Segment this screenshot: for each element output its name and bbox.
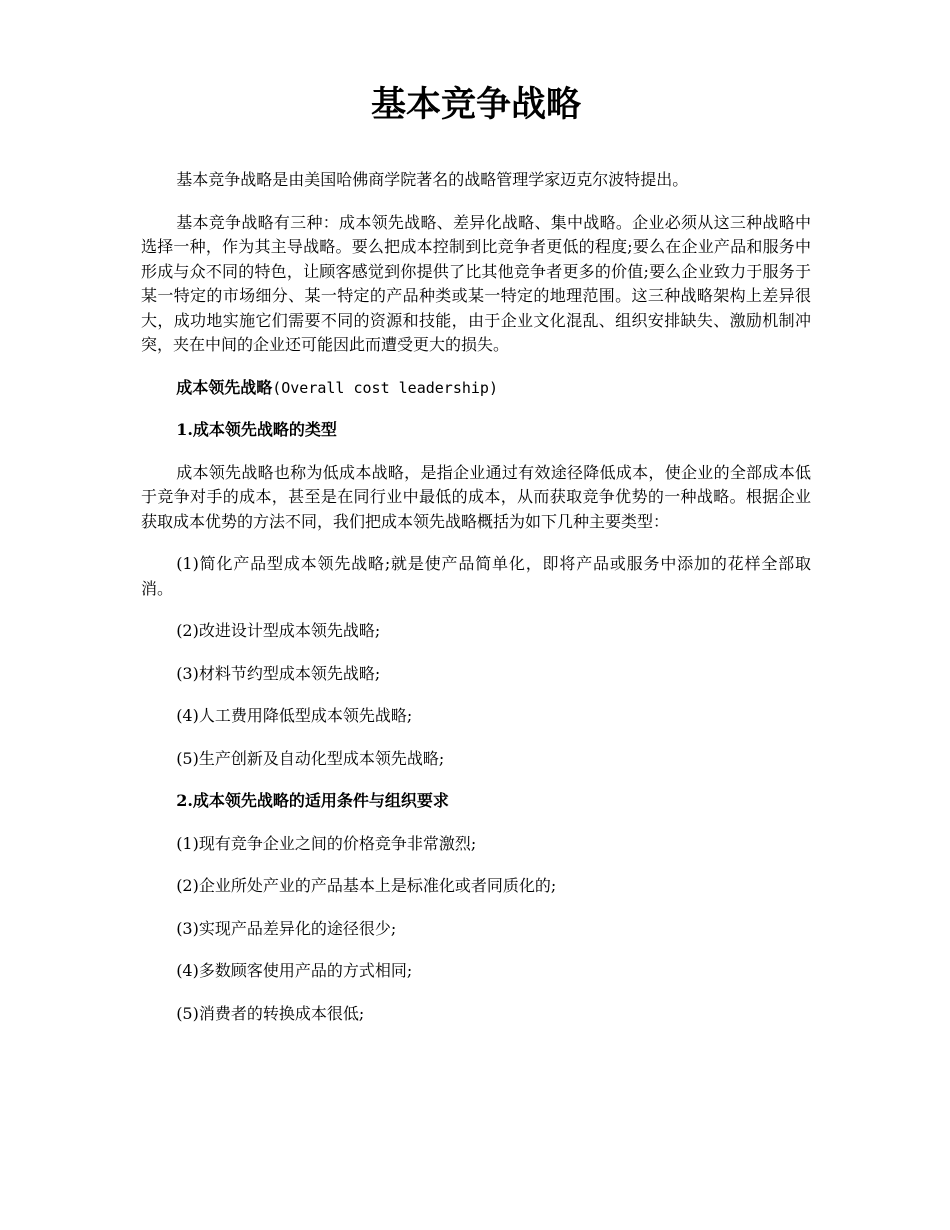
intro-paragraph: 基本竞争战略是由美国哈佛商学院著名的战略管理学家迈克尔波特提出。 [176,170,689,189]
type-item: (4)人工费用降低型成本领先战略; [176,706,413,725]
condition-item: (2)企业所处产业的产品基本上是标准化或者同质化的; [176,876,557,895]
condition-item: (1)现有竞争企业之间的价格竞争非常激烈; [176,833,477,853]
subsection-2-heading: 2.成本领先战略的适用条件与组织要求 [176,791,449,810]
condition-item: (4)多数顾客使用产品的方式相同; [176,961,413,980]
subsection-1-paragraph: 成本领先战略也称为低成本战略，是指企业通过有效途径降低成本，使企业的全部成本低于竞争对手的成本，甚至是在同行业中最低的成本，从而获取竞争优势的一种战略。根据企业获取成本优势的方法不同，我们把成本领先战略概括为如下几种主要类型： [141,462,811,531]
condition-item: (5)消费者的转换成本很低; [176,1003,365,1023]
subsection-1-heading: 1.成本领先战略的类型 [176,420,337,439]
type-item: (2)改进设计型成本领先战略; [176,621,381,640]
section-heading [141,376,811,401]
section-title-en: (Overall cost leadership) [272,378,498,397]
type-item: (1)简化产品型成本领先战略;就是使产品简单化，即将产品或服务中添加的花样全部取消。 [141,554,811,598]
overview-paragraph: 基本竞争战略有三种：成本领先战略、差异化战略、集中战略。企业必须从这三种战略中选择一种，作为其主导战略。要么把成本控制到比竞争者更低的程度;要么在企业产品和服务中形成与众不同的特色，让顾客感觉到你提供了比其他竞争者更多的价值;要么企业致力于服务于某一特定的市场细分、某一特定的产品种类或某一特定的地理范围。这三种战略架构上差异很大，成功地实施它们需要不同的资源和技能，由于企业文化混乱、组织安排缺失、激励机制冲突，夹在中间的企业还可能因此而遭受更大的损失。 [141,212,811,354]
type-item: (3)材料节约型成本领先战略; [176,663,381,683]
document-title: 基本竞争战略 [370,85,581,125]
section-title-cn: 成本领先战略 [176,377,273,397]
condition-item: (3)实现产品差异化的途径很少; [176,918,397,938]
document-body [141,168,811,1044]
type-item: (5)生产创新及自动化型成本领先战略; [176,748,445,768]
